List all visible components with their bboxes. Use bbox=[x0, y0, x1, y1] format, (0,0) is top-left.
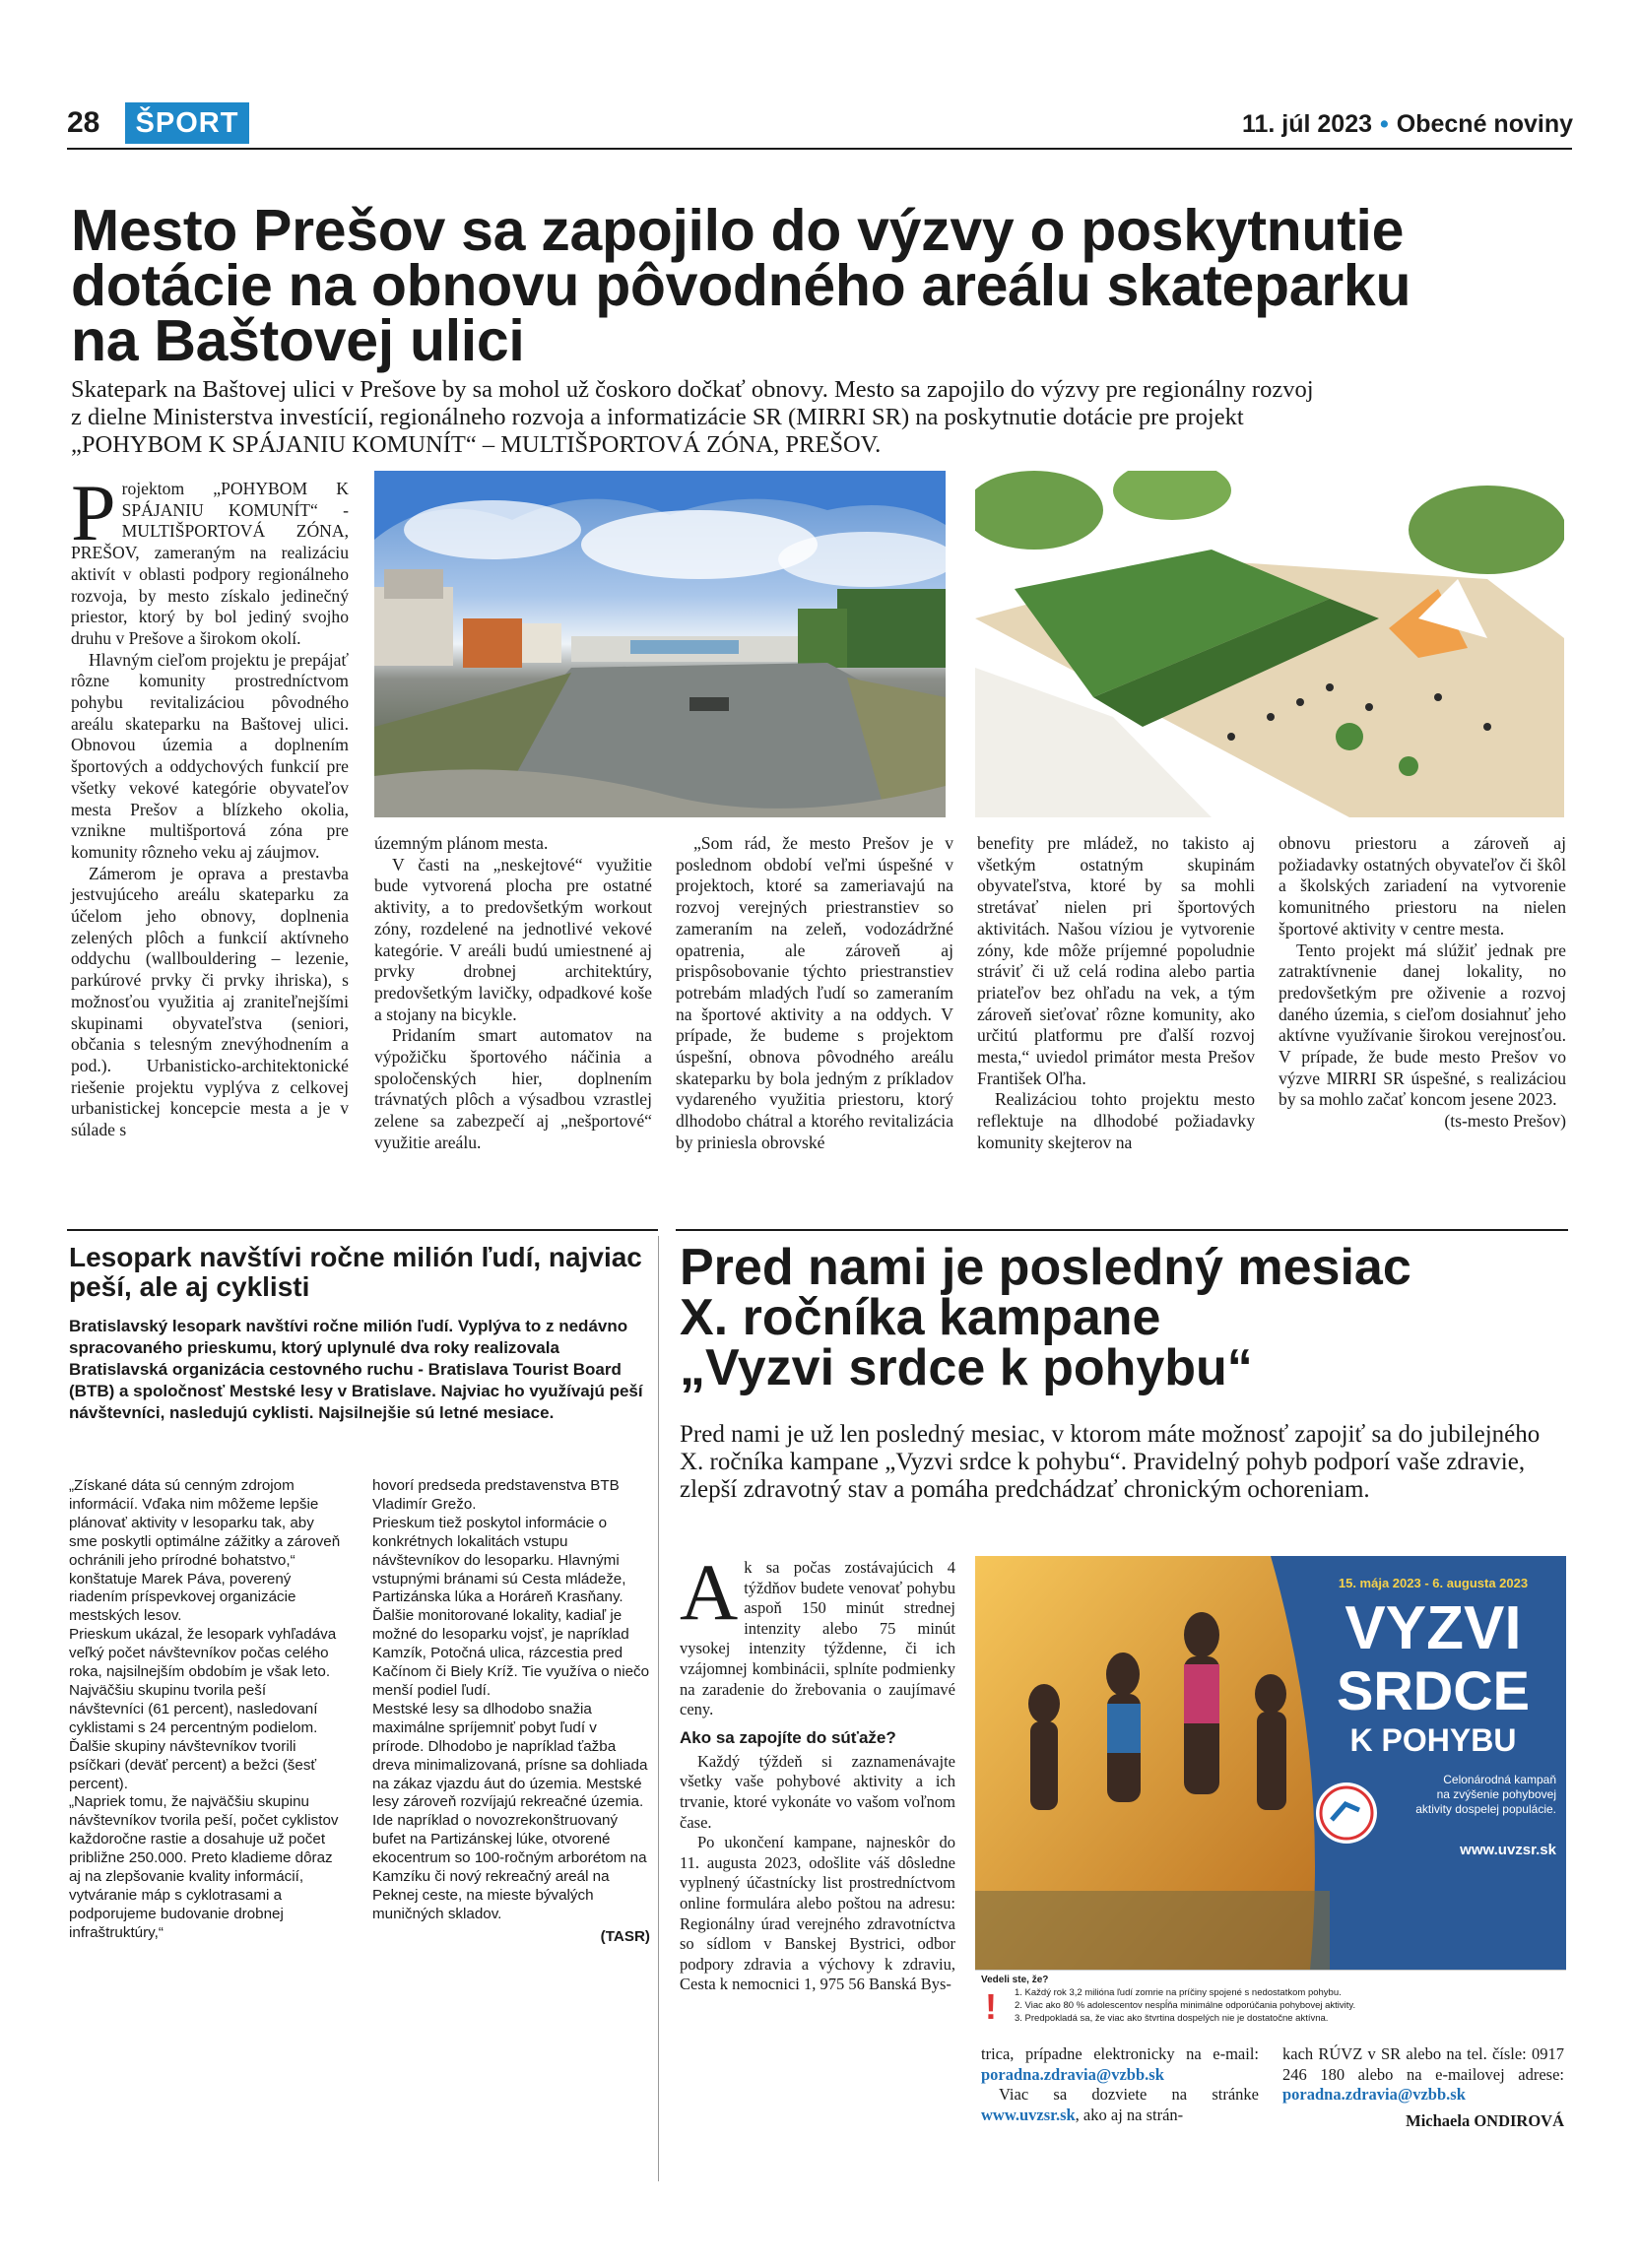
email-link[interactable]: poradna.zdravia@vzbb.sk bbox=[1282, 2085, 1466, 2105]
poster-url: www.uvzsr.sk bbox=[1460, 1842, 1556, 1858]
ruvz-logo-icon bbox=[1316, 1782, 1377, 1844]
headline-line: „Vyzvi srdce k pohybu“ bbox=[680, 1339, 1253, 1396]
section-badge: ŠPORT bbox=[125, 102, 249, 144]
paragraph: Viac sa dozviete na stránke bbox=[999, 2085, 1259, 2105]
headline-line: dotácie na obnovu pôvodného areálu skateparku bbox=[71, 253, 1411, 318]
paragraph: trica, prípadne elektronicky na e-mail: bbox=[981, 2044, 1259, 2063]
article-3-column-3 bbox=[1282, 2044, 1564, 2131]
render-illustration bbox=[975, 471, 1564, 817]
drop-cap: A bbox=[680, 1547, 739, 1637]
poster-info-box bbox=[975, 1970, 1566, 2032]
paragraph: kach RÚVZ v SR alebo na tel. čísle: 0917 246 180 alebo na e-mailovej adrese: bbox=[1282, 2044, 1564, 2084]
separator-dot: • bbox=[1380, 110, 1389, 138]
article-1-column-5 bbox=[1279, 833, 1566, 1133]
skatepark-photo bbox=[374, 471, 946, 817]
info-list bbox=[1015, 1986, 1355, 2025]
article-2-column-1 bbox=[69, 1477, 345, 1943]
paragraph: benefity pre mládež, no takisto aj všetkým ostatným skupinám obyvateľstva, ktoré by sa mohli stretávať nielen pri športových aktivitách. Našou víziou je vytvorenie zóny, kde môže príjemné popoludnie stráviť či už celá rodina alebo partia priateľov bez ohľadu na vek, a tým zároveň sieťovať rôzne komunity, ako určitú platformu pre ďalší rozvoj mesta,“ uviedol primátor mesta Prešov František Oľha. bbox=[977, 833, 1255, 1088]
article-3-headline bbox=[680, 1239, 1566, 1396]
skatepark-visualization-image bbox=[975, 471, 1564, 817]
paragraph: hovorí predseda predstavenstva BTB Vladimír Grežo. bbox=[372, 1477, 620, 1513]
paragraph: Každý týždeň si zaznamenávajte všetky vaše pohybové aktivity a ich trvanie, ktoré vykonáte vo vašom voľnom čase. bbox=[680, 1751, 955, 1832]
exclamation-icon: ! bbox=[985, 1986, 997, 2027]
article-1-column-3 bbox=[676, 833, 953, 1154]
article-2-rule bbox=[67, 1229, 658, 1231]
paragraph: „Som rád, že mesto Prešov je v poslednom období veľmi úspešné v projektoch, ktoré sa zameriavajú na rozvoj verejných priestranstiev so zameraním na zeleň, vodozádržné opatrenia, ale zároveň aj prispôsobovanie týchto priestranstiev potrebám mladých ľudí so zameraním na športové aktivity a na oddych. V prípade, že budeme s projektom úspešní, obnova pôvodného areálu skateparku by bola jedným z príkladov vydareného využitia priestoru, ktorý dlhodobo chátral a ktorého revitalizácia by priniesla obrovské bbox=[676, 833, 953, 1152]
lead-line: z dielne Ministerstva investícií, regionálneho rozvoja a informatizácie SR (MIRRI SR) na poskytnutie dotácie pre projekt bbox=[71, 404, 1244, 430]
column-divider bbox=[658, 1236, 659, 2181]
subheading: Ako sa zapojíte do súťaže? bbox=[680, 1727, 896, 1747]
info-title: Vedeli ste, že? bbox=[981, 1975, 1049, 1985]
article-1-headline bbox=[71, 198, 1548, 373]
article-3-column-1 bbox=[680, 1547, 955, 1995]
paragraph: územným plánom mesta. bbox=[374, 833, 549, 853]
headline-line: Mesto Prešov sa zapojilo do výzvy o poskytnutie bbox=[71, 198, 1405, 263]
article-1-column-1 bbox=[71, 468, 349, 1141]
tagline-line: Celonárodná kampaň bbox=[1443, 1773, 1556, 1786]
paragraph: Realizáciou tohto projektu mesto reflektuje na dlhodobé požiadavky komunity skejterov na bbox=[977, 1089, 1255, 1152]
tagline-line: aktivity dospelej populácie. bbox=[1415, 1802, 1556, 1816]
article-1-column-4 bbox=[977, 833, 1255, 1154]
article-1-lead bbox=[71, 376, 1568, 459]
paragraph: „Získané dáta sú cenným zdrojom informácií. Vďaka nim môžeme lepšie plánovať aktivity v lesoparku tak, aby sme poskytli optimálne zážitky a zároveň ochránili jeho prírodné bohatstvo,“ konštatuje Marek Páva, poverený riadením príspevkovej organizácie mestských lesov. bbox=[69, 1477, 341, 1625]
issue-info bbox=[1242, 110, 1573, 139]
info-item: 1. Každý rok 3,2 milióna ľudí zomrie na príčiny spojené s nedostatkom pohybu. bbox=[1015, 1987, 1342, 1998]
header-rule bbox=[67, 148, 1572, 150]
poster-title-line-1: VYZVI bbox=[1345, 1594, 1522, 1662]
info-item: 3. Predpokladá sa, že viac ako štvrtina dospelých nie je dostatočne aktívna. bbox=[1015, 2013, 1329, 2024]
article-1-column-2 bbox=[374, 833, 652, 1154]
poster-tagline bbox=[1389, 1773, 1556, 1817]
publication-name: Obecné noviny bbox=[1396, 110, 1573, 138]
web-link[interactable]: www.uvzsr.sk bbox=[981, 2105, 1076, 2124]
paragraph: Mestské lesy sa dlhodobo snažia maximálne spríjemniť pobyt ľudí v prírode. Dlhodobo je napríklad ťažba dreva minimalizovaná, prísne sa dohliada na zákaz vjazdu áut do územia. Mestské lesy zároveň rozvíjajú rekreačné územia. Ide napríklad o novozrekonštruovaný bufet na Partizánskej lúke, otvorené ekocentrum so 100-ročným arborétom na Kamzíku či nový rekreačný areál na Peknej ceste, na mieste bývalých muničných skladov. bbox=[372, 1700, 648, 1922]
article-2-lead: Bratislavský lesopark navštívi ročne milión ľudí. Vyplýva to z nedávno spracovaného prieskumu, ktorý uplynulé dva roky realizovala Bratislavská organizácia cestovného ruchu - Bratislava Tourist Board (BTB) a spoločnosť Mestské lesy v Bratislave. Najviac ho využívajú peší návštevníci, nasledujú cyklisti. Najsilnejšie sú letné mesiace. bbox=[69, 1317, 643, 1422]
email-link[interactable]: poradna.zdravia@vzbb.sk bbox=[981, 2064, 1164, 2084]
headline-line: X. ročníka kampane bbox=[680, 1289, 1161, 1346]
article-3-rule bbox=[676, 1229, 1568, 1231]
tagline-line: na zvýšenie pohybovej bbox=[1436, 1787, 1556, 1801]
skatepark-photo-illustration bbox=[374, 471, 946, 817]
lead-line: Skatepark na Baštovej ulici v Prešove by sa mohol už čoskoro dočkať obnovy. Mesto sa zapojilo do výzvy pre regionálny rozvoj bbox=[71, 376, 1314, 403]
paragraph: „Napriek tomu, že najväčšiu skupinu návštevníkov tvorila peší, počet cyklistov každoročne rastie a dosahuje už počet približne 250.000. Preto kladieme dôraz aj na zlepšovanie kvality informácií, vytváranie máp s cyklotrasami a podporujeme budovanie drobnej infraštruktúry,“ bbox=[69, 1793, 339, 1941]
poster-title-line-2: SRDCE bbox=[1336, 1659, 1531, 1721]
article-2-column-2 bbox=[372, 1477, 650, 1947]
paragraph: k sa počas zostávajúcich 4 týždňov budete venovať pohybu aspoň 150 minút strednej intenzity alebo 75 minút vysokej intenzity týždenne, či ich vzájomnej kombinácii, splníte podmienky na zaradenie do žrebovania o zaujímavé ceny. bbox=[680, 1558, 955, 1719]
page-number: 28 bbox=[67, 106, 100, 139]
headline-line: Pred nami je posledný mesiac bbox=[680, 1239, 1411, 1296]
issue-date: 11. júl 2023 bbox=[1241, 110, 1373, 138]
article-1-credit: (ts-mesto Prešov) bbox=[1444, 1111, 1566, 1132]
paragraph: Pridaním smart automatov na výpožičku športového náčinia a spoločenských hier, doplnením trávnatých plôch a výsadbou vzrastlej zelene sa zabezpečí aj „nešportové“ využitie areálu. bbox=[374, 1025, 652, 1152]
lead-line: „POHYBOM K SPÁJANIU KOMUNÍT“ – MULTIŠPORTOVÁ ZÓNA, PREŠOV. bbox=[71, 431, 882, 458]
poster-dates: 15. mája 2023 - 6. augusta 2023 bbox=[1338, 1576, 1529, 1590]
headline-line: na Baštovej ulici bbox=[71, 308, 525, 373]
paragraph: Prieskum tiež poskytol informácie o konkrétnych lokalitách vstupu návštevníkov do lesoparku. Hlavnými vstupnými bránami sú Cesta mládeže, Partizánska lúka a Horáreň Krasňany. Ďalšie monitorované lokality, kadiaľ je možné do lesoparku vojsť, je napríklad Kamzík, Potočná ulica, rázcestia pred Kačínom či Biely Kríž. Tie využíva o niečo menší podiel ľudí. bbox=[372, 1514, 650, 1699]
info-item: 2. Viac ako 80 % adolescentov nespĺňa minimálne odporúčania pohybovej aktivity. bbox=[1015, 2000, 1356, 2011]
paragraph: Zámerom je oprava a prestavba jestvujúceho areálu skateparku za účelom jeho obnovy, doplnenia zelených plôch a funkcií aktívneho oddychu (wallbouldering – lezenie, parkúrové prvky či prvky ihriska), s možnosťou využitia aj zraniteľnejšími skupinami obyvateľstva (seniori, občania s telesným znevýhodnením a pod.). Urbanisticko-architektonické riešenie projektu vyplýva z celkovej urbanistickej koncepcie mesta a je v súlade s bbox=[71, 863, 349, 1140]
campaign-poster bbox=[975, 1556, 1566, 1970]
paragraph: , ako aj na strán- bbox=[1075, 2105, 1184, 2124]
paragraph: rojektom „POHYBOM K SPÁJANIU KOMUNÍT“ - MULTIŠPORTOVÁ ZÓNA, PREŠOV, zameraným na realizáciu aktivít v oblasti podpory regionálneho rozvoja, by mesto získalo jedinečný priestor, ktorý by bol jediný svojho druhu v Prešove a širokom okolí. bbox=[71, 479, 349, 648]
paragraph: Hlavným cieľom projektu je prepájať rôzne komunity prostredníctvom pohybu revitalizáciou pôvodného areálu skateparku na Baštovej ulici. Obnovou územia a doplnením športových a oddychových funkcií pre všetky vekové kategórie obyvateľov mesta Prešov a blízkeho okolia, vznikne multišportová zóna pre komunity rôzneho veku aj záujmov. bbox=[71, 649, 349, 862]
paragraph: Prieskum ukázal, že lesopark vyhľadáva veľký počet návštevníkov počas celého roka, najsilnejším obdobím je však leto. Najväčšiu skupinu tvorila peší návštevníci (61 percent), nasledovaní cyklistami s 24 percentným podielom. Ďalšie skupiny návštevníkov tvorili psíčkari (deväť percent) a bežci (šesť percent). bbox=[69, 1626, 337, 1792]
paragraph: Po ukončení kampane, najneskôr do 11. augusta 2023, odošlite váš dôsledne vyplnený účastnícky list prostredníctvom online formulára alebo poštou na adresu: Regionálny úrad verejného zdravotníctva so sídlom v Banskej Bystrici, odbor podpory zdravia a výchovy k zdraviu, Cesta k nemocnici 1, 975 56 Banská Bys- bbox=[680, 1833, 955, 1994]
poster-title-line-3: K POHYBU bbox=[1349, 1722, 1517, 1758]
paragraph: Tento projekt má slúžiť jednak pre zatraktívnenie danej lokality, no predovšetkým pre oživenie a rozvoj daného územia, s cieľom dosiahnuť jeho aktívne využívanie širokou verejnosťou. V prípade, že bude mesto Prešov vo výzve MIRRI SR úspešné, s realizáciou by sa mohlo začať koncom jesene 2023. bbox=[1279, 940, 1566, 1110]
article-3-column-2 bbox=[981, 2044, 1259, 2125]
article-2-credit: (TASR) bbox=[600, 1927, 650, 1945]
article-3-author: Michaela ONDIROVÁ bbox=[1406, 2110, 1564, 2130]
article-3-lead: Pred nami je už len posledný mesiac, v ktorom máte možnosť zapojiť sa do jubilejného X. ročníka kampane „Vyzvi srdce k pohybu“. Pravidelný pohyb podporí vaše zdravie, zlepší zdravotný stav a pomáha predchádzať chronickým ochoreniam. bbox=[680, 1421, 1541, 1503]
article-2-headline: Lesopark navštívi ročne milión ľudí, najviac peší, ale aj cyklisti bbox=[69, 1242, 642, 1302]
drop-cap: P bbox=[71, 468, 116, 557]
paragraph: V časti na „neskejtové“ využitie bude vytvorená plocha pre ostatné aktivity, a to predovšetkým workout zóny, rozdelené na jednotlivé vekové kategórie. V areáli budú umiestnené aj prvky drobnej architektúry, predovšetkým lavičky, odpadkové koše a stojany na bicykle. bbox=[374, 854, 652, 1024]
paragraph: obnovu priestoru a zároveň aj požiadavky ostatných obyvateľov či škôl a školských zariadení na vytvorenie komunitného priestoru na nielen športové aktivity v centre mesta. bbox=[1279, 833, 1566, 939]
